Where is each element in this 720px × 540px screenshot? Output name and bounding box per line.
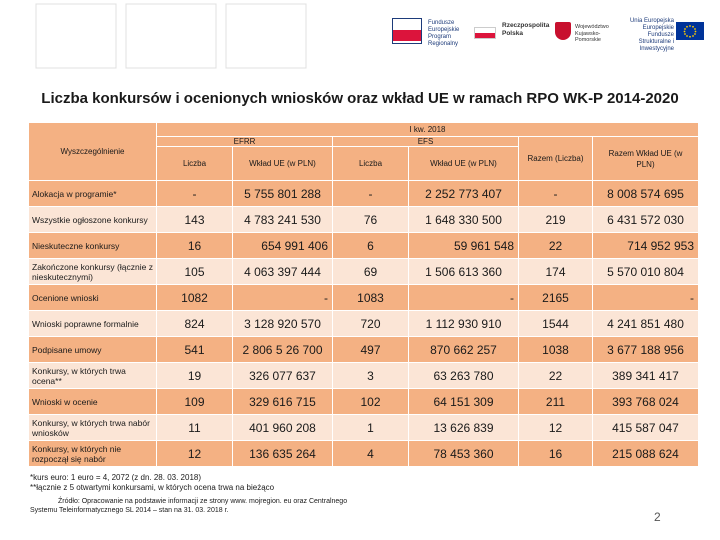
efrr-value: 401 960 208	[233, 415, 333, 441]
efs-value: 13 626 839	[409, 415, 519, 441]
funds-logo-graphic	[30, 0, 390, 72]
table-row	[29, 311, 699, 337]
efrr-value: 329 616 715	[233, 389, 333, 415]
table-row	[29, 441, 699, 467]
total-value: 389 341 417	[593, 363, 699, 389]
efrr-value-header: Wkład UE (w PLN)	[233, 147, 333, 181]
table-row	[29, 285, 699, 311]
footnote-exchange-rate: *kurs euro: 1 euro = 4, 2072 (z dn. 28. 03. 2018)	[30, 473, 201, 482]
efs-value: 78 453 360	[409, 441, 519, 467]
efrr-count-header: Liczba	[157, 147, 233, 181]
table-row	[29, 415, 699, 441]
efs-count: 497	[333, 337, 409, 363]
total-value: -	[593, 285, 699, 311]
row-label: Wnioski poprawne formalnie	[29, 311, 157, 337]
efrr-count: 11	[157, 415, 233, 441]
row-label: Podpisane umowy	[29, 337, 157, 363]
row-label: Wszystkie ogłoszone konkursy	[29, 207, 157, 233]
row-header: Wyszczególnienie	[60, 147, 125, 156]
poland-flag-icon	[474, 27, 496, 39]
efrr-header: EFRR	[157, 137, 333, 147]
efrr-count: 143	[157, 207, 233, 233]
table-row	[29, 259, 699, 285]
source-line-1: Źródło: Opracowanie na podstawie informacji ze strony www. mojregion. eu oraz Centralnego	[58, 498, 348, 505]
row-label: Konkursy, w których trwa nabór wniosków	[29, 415, 157, 441]
total-count: 174	[519, 259, 593, 285]
efs-count: 76	[333, 207, 409, 233]
summary-table	[28, 122, 699, 467]
fe-logo-icon	[392, 18, 422, 44]
efrr-count: 16	[157, 233, 233, 259]
efs-value: 2 252 773 407	[409, 181, 519, 207]
row-header-cell	[29, 123, 157, 181]
total-count: 22	[519, 233, 593, 259]
row-label: Konkursy, w których nie rozpoczął się nabór	[29, 441, 157, 467]
efs-count: 1	[333, 415, 409, 441]
efs-count: 1083	[333, 285, 409, 311]
total-count: -	[519, 181, 593, 207]
total-value-header: Razem Wkład UE (w PLN)	[593, 137, 699, 181]
total-value: 714 952 953	[593, 233, 699, 259]
efrr-value: 3 128 920 570	[233, 311, 333, 337]
row-label: Zakończone konkursy (łącznie z nieskutecznymi)	[29, 259, 157, 285]
total-count-header: Razem (Liczba)	[519, 137, 593, 181]
efs-value: 59 961 548	[409, 233, 519, 259]
page-title: Liczba konkursów i ocenionych wniosków oraz wkład UE w ramach RPO WK-P 2014-2020	[41, 90, 679, 107]
total-count: 219	[519, 207, 593, 233]
total-value: 8 008 574 695	[593, 181, 699, 207]
logo-bar	[0, 0, 720, 75]
total-count: 1038	[519, 337, 593, 363]
total-count: 16	[519, 441, 593, 467]
rp-logo-text: Rzeczpospolita Polska	[502, 22, 550, 37]
efrr-count: 541	[157, 337, 233, 363]
row-label: Alokacja w programie*	[29, 181, 157, 207]
efs-value: 1 506 613 360	[409, 259, 519, 285]
total-value: 415 587 047	[593, 415, 699, 441]
efrr-count: 105	[157, 259, 233, 285]
row-label: Konkursy, w których trwa ocena**	[29, 363, 157, 389]
total-count: 2165	[519, 285, 593, 311]
voivodeship-coat-icon	[555, 22, 571, 40]
total-value: 6 431 572 030	[593, 207, 699, 233]
total-count: 22	[519, 363, 593, 389]
efs-value: 1 112 930 910	[409, 311, 519, 337]
efs-count: 3	[333, 363, 409, 389]
efs-count: 69	[333, 259, 409, 285]
total-value: 5 570 010 804	[593, 259, 699, 285]
efrr-value: -	[233, 285, 333, 311]
efs-count: 6	[333, 233, 409, 259]
efs-value-header: Wkład UE (w PLN)	[409, 147, 519, 181]
table-row	[29, 337, 699, 363]
efrr-value: 4 783 241 530	[233, 207, 333, 233]
efrr-value: 2 806 5 26 700	[233, 337, 333, 363]
efrr-count: 824	[157, 311, 233, 337]
period-header: I kw. 2018	[157, 123, 699, 137]
efrr-count: -	[157, 181, 233, 207]
total-value: 393 768 024	[593, 389, 699, 415]
efs-count: 4	[333, 441, 409, 467]
efs-count-header: Liczba	[333, 147, 409, 181]
table-row	[29, 207, 699, 233]
row-label: Ocenione wnioski	[29, 285, 157, 311]
efs-count: 102	[333, 389, 409, 415]
efs-count: -	[333, 181, 409, 207]
table-row	[29, 363, 699, 389]
table-row	[29, 233, 699, 259]
total-count: 211	[519, 389, 593, 415]
efs-value: -	[409, 285, 519, 311]
efrr-value: 136 635 264	[233, 441, 333, 467]
efrr-value: 5 755 801 288	[233, 181, 333, 207]
efs-value: 870 662 257	[409, 337, 519, 363]
wk-logo-text: Województwo Kujawsko-Pomorskie	[575, 24, 609, 43]
eu-flag-icon	[676, 22, 704, 40]
row-label: Wnioski w ocenie	[29, 389, 157, 415]
total-count: 1544	[519, 311, 593, 337]
efs-value: 63 263 780	[409, 363, 519, 389]
source-note	[30, 497, 347, 515]
efs-value: 64 151 309	[409, 389, 519, 415]
efrr-count: 109	[157, 389, 233, 415]
efs-count: 720	[333, 311, 409, 337]
efs-header: EFS	[333, 137, 519, 147]
efrr-value: 654 991 406	[233, 233, 333, 259]
ue-logo-text: Unia Europejska Europejskie Fundusze Strukturalne i Inwestycyjne	[629, 18, 674, 52]
row-label: Nieskuteczne konkursy	[29, 233, 157, 259]
source-line-2: Systemu Teleinformatycznego SL 2014 – stan na 31. 03. 2018 r.	[30, 507, 229, 514]
total-value: 4 241 851 480	[593, 311, 699, 337]
table-row	[29, 389, 699, 415]
total-count: 12	[519, 415, 593, 441]
efrr-count: 12	[157, 441, 233, 467]
total-value: 215 088 624	[593, 441, 699, 467]
table-row	[29, 181, 699, 207]
footnotes	[30, 473, 274, 493]
efrr-value: 326 077 637	[233, 363, 333, 389]
efrr-count: 19	[157, 363, 233, 389]
efrr-count: 1082	[157, 285, 233, 311]
efs-value: 1 648 330 500	[409, 207, 519, 233]
page-number: 2	[654, 510, 661, 524]
total-value: 3 677 188 956	[593, 337, 699, 363]
fe-logo-text: Fundusze Europejskie Program Regionalny	[428, 20, 460, 47]
footnote-open-contests: **łącznie z 5 otwartymi konkursami, w których ocena trwa na bieżąco	[30, 483, 275, 492]
efrr-value: 4 063 397 444	[233, 259, 333, 285]
